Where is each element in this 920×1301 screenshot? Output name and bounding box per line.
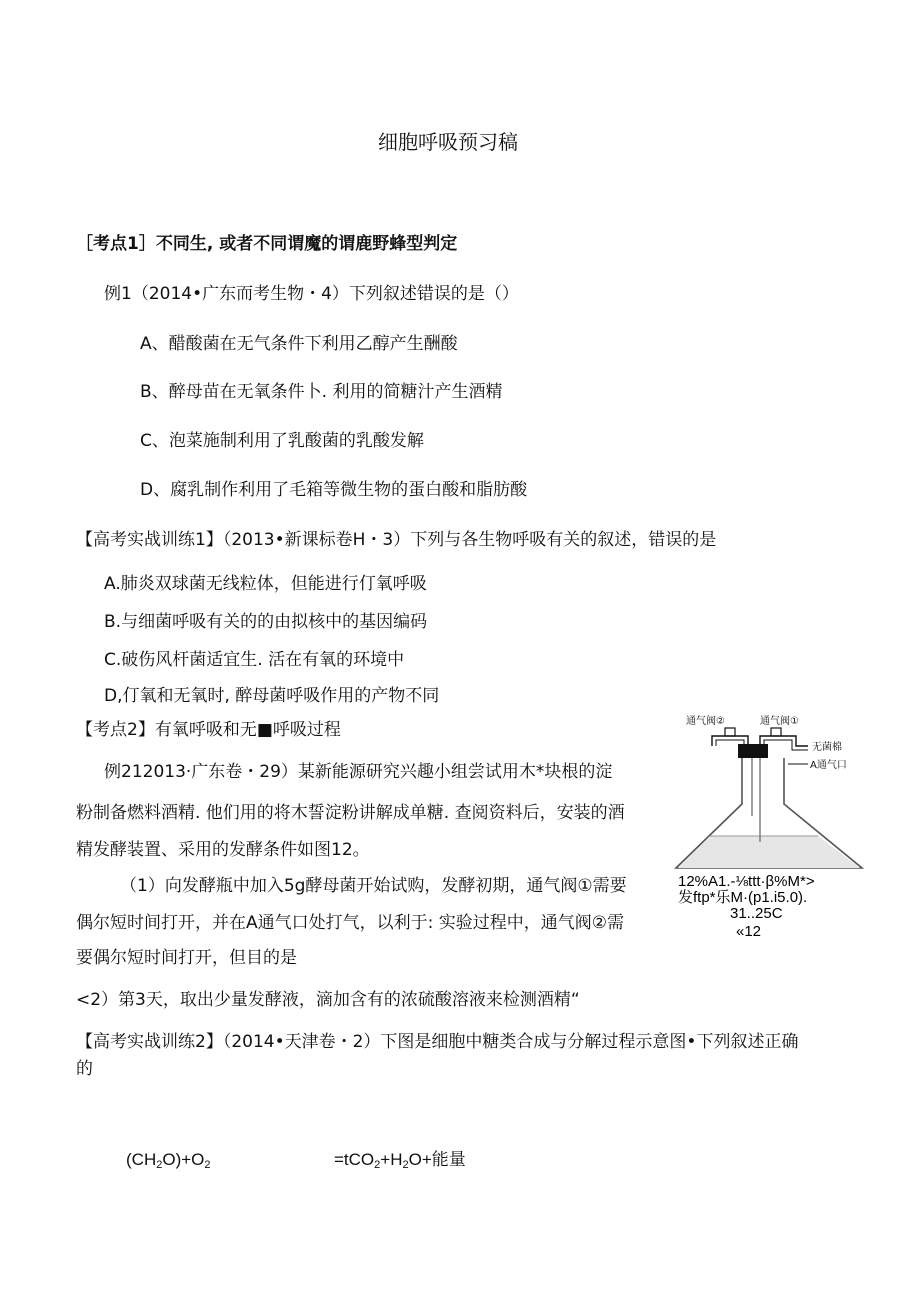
valve-2-icon — [725, 728, 735, 736]
section-2-heading: 【考点2】有氧呼吸和无■呼吸过程 — [76, 720, 341, 740]
cotton-label: 无菌棉 — [812, 742, 842, 753]
training-1-option-b: B.与细菌呼吸有关的的由拟核中的基因编码 — [104, 612, 428, 632]
training-1-option-d: D,仃氧和无氧时, 醉母菌呼吸作用的产物不同 — [104, 686, 440, 706]
page-title: 细胞呼吸预习稿 — [378, 130, 518, 154]
figure-caption-line-2: 发ftp*乐M·(p1.i5.0). — [678, 889, 808, 906]
valve-1-icon — [771, 728, 781, 736]
equation-right: $=tCO_2+H_2O+$能量 — [334, 1150, 466, 1171]
equation-left: $(CH_2O)+O_2$ — [126, 1150, 211, 1171]
fermentation-apparatus-figure — [672, 712, 872, 952]
example-1-stem: 例1（2014•广东而考生物・4）下列叙述错误的是（） — [104, 284, 519, 304]
example-2-line-5: 偶尔短时间打开，并在A通气口处打气，以利于: 实验过程中，通气阀②需 — [76, 913, 624, 933]
example-2-line-4: （1）向发酵瓶中加入5g酵母菌开始试购，发酵初期，通气阀①需要 — [120, 876, 627, 896]
section-1-heading: ［考点1］不同生, 或者不同谓魔的谓鹿野蜂型判定 — [76, 234, 458, 254]
valve-2-label: 通气阀② — [686, 716, 725, 727]
training-1-option-c: C.破伤风杆菌适宜生. 活在有氧的环境中 — [104, 650, 405, 670]
training-2-line-1: 【高考实战训练2】（2014•天津卷・2）下图是细胞中糖类合成与分解过程示意图•下列叙述正确 — [76, 1032, 799, 1052]
figure-caption-line-3: 31..25C — [730, 905, 783, 922]
example-1-option-b: B、醉母苗在无氧条件卜. 利用的简糖汁产生酒精 — [140, 382, 503, 402]
fermentation-flask-diagram — [672, 712, 872, 872]
rubber-stopper — [738, 744, 768, 758]
training-1-option-a: A.肺炎双球菌无线粒体，但能进行仃氧呼吸 — [104, 574, 427, 594]
figure-caption-line-4: «12 — [736, 923, 762, 940]
example-1-option-a: A、醋酸菌在无气条件下利用乙醇产生酬酸 — [140, 334, 458, 354]
figure-caption-line-1: 12%A1.-⅛ttt·β%M*> — [678, 873, 815, 890]
training-2-line-2: 的 — [76, 1059, 93, 1079]
valve-1-label: 通气阀① — [760, 716, 799, 727]
example-2-line-6: 要偶尔短时间打开，但目的是 — [76, 948, 297, 968]
fermentation-liquid — [678, 836, 860, 868]
air-port-label: A通气口 — [810, 760, 847, 771]
example-2-line-3: 精发酵装置、采用的发酵条件如图12。 — [76, 840, 370, 860]
example-2-line-2: 粉制备燃料酒精. 他们用的将木誓淀粉讲解成单糖. 查阅资料后，安装的酒 — [76, 803, 625, 823]
example-1-option-c: C、泡菜施制利用了乳酸菌的乳酸发解 — [140, 431, 424, 451]
example-1-option-d: D、腐乳制作利用了毛箱等微生物的蛋白酸和脂肪酸 — [140, 480, 528, 500]
example-2-line-7: <2）第3天，取出少量发酵液，滴加含有的浓硫酸溶液来检测酒精“ — [76, 990, 580, 1010]
training-1-stem: 【高考实战训练1】（2013•新课标卷H・3）下列与各生物呼吸有关的叙述，错误的是 — [76, 530, 717, 550]
example-2-line-1: 例212013·广东卷・29）某新能源研究兴趣小组尝试用木*块根的淀 — [104, 762, 613, 782]
